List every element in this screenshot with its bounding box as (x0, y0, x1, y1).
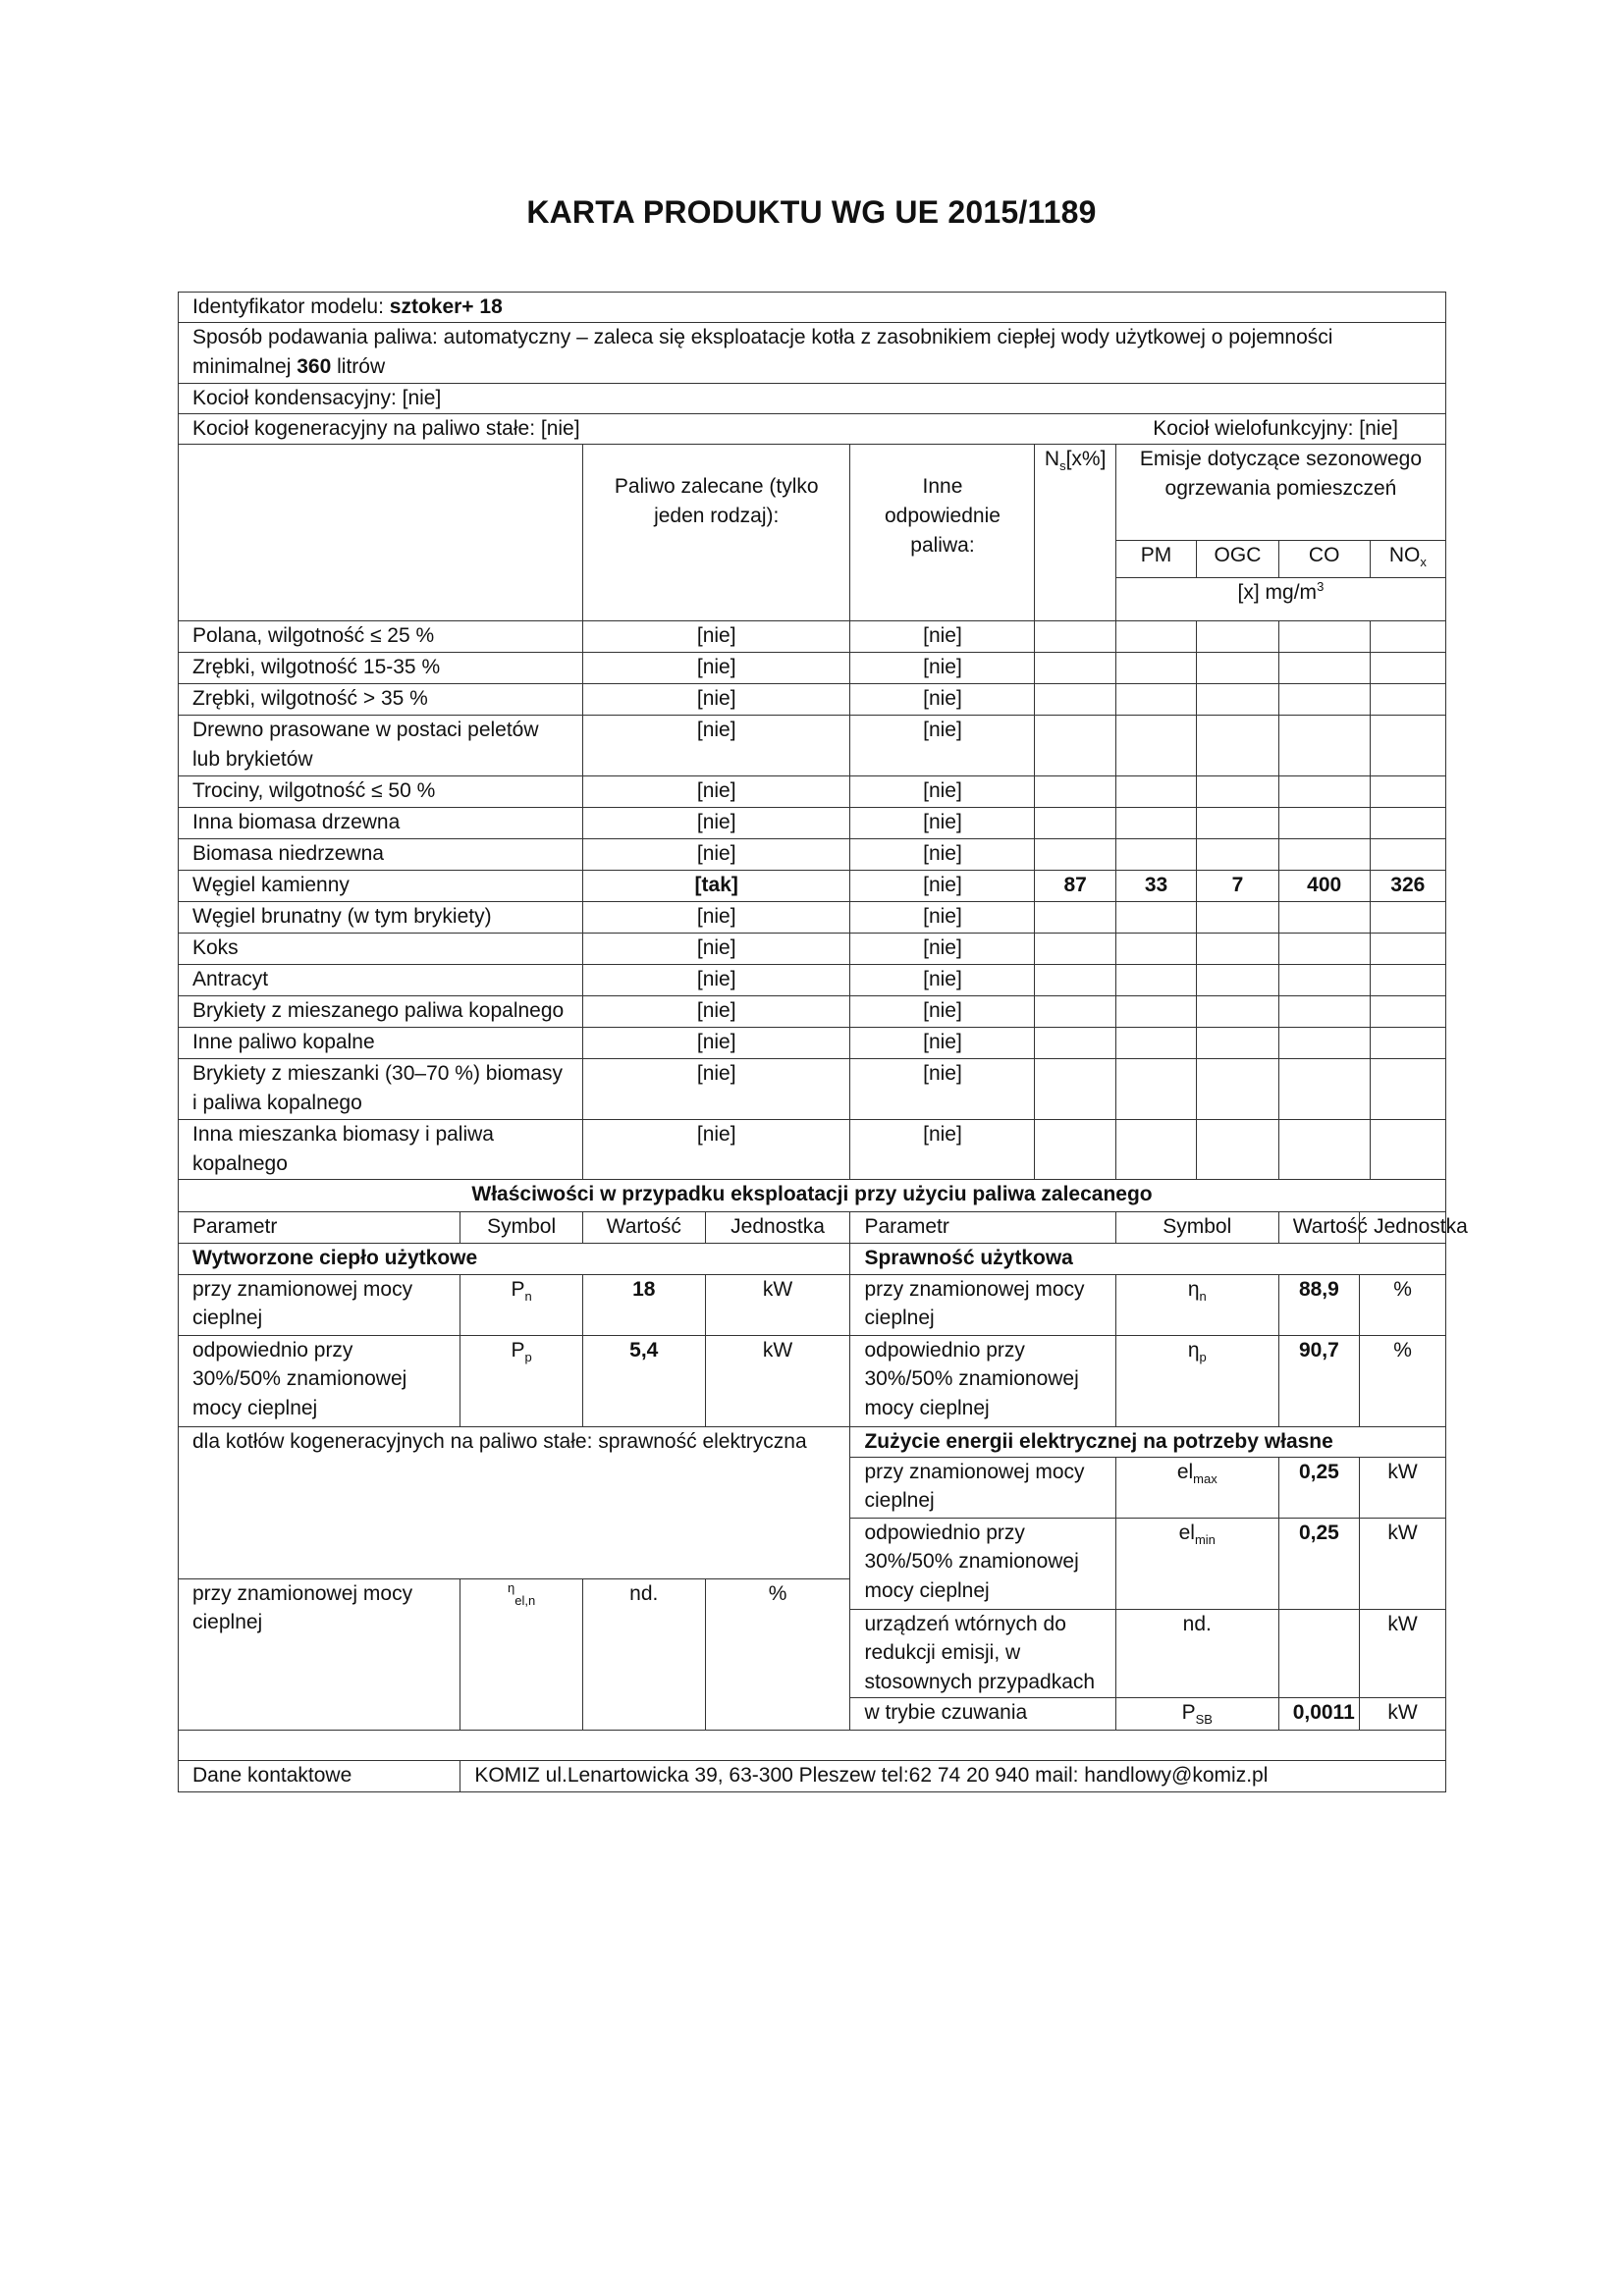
cogeneration-boiler: Kocioł kogeneracyjny na paliwo stałe: [nie] (192, 417, 580, 440)
elec-aux-row: urządzeń wtórnych do redukcji emisji, w stosownych przypadkach nd. kW (179, 1609, 1446, 1697)
fuel-row-recommended: Węgiel kamienny [tak] [nie] 87 33 7 400 326 (179, 871, 1446, 902)
header-blank (179, 445, 583, 621)
cogeneration-nominal-row: przy znamionowej mocy cieplnej $^\eta_{el,n}$ nd. % (179, 1578, 1446, 1609)
fuel-row: Drewno prasowane w postaci peletów lub brykietów [nie] [nie] (179, 716, 1446, 776)
fuel-row: Trociny, wilgotność ≤ 50 % [nie] [nie] (179, 776, 1446, 808)
fuel-row: Polana, wilgotność ≤ 25 % [nie] [nie] (179, 621, 1446, 653)
fuel-row: Inna mieszanka biomasy i paliwa kopalnego [nie] [nie] (179, 1120, 1446, 1180)
fuel-row: Antracyt [nie] [nie] (179, 965, 1446, 996)
fuel-row: Inne paliwo kopalne [nie] [nie] (179, 1028, 1446, 1059)
nominal-row: przy znamionowej mocy cieplnej $P_n$ 18 kW przy znamionowej mocy cieplnej $\eta_n$ 88,9 % (179, 1274, 1446, 1335)
symbol-pp: $P_p$ (460, 1335, 583, 1426)
feed-method: Sposób podawania paliwa: automatyczny – zaleca się eksploatacje kotła z zasobnikiem ciepłej wody użytkowej o pojemności minimalnej 360 litrów (179, 323, 1446, 384)
elec-max-row: przy znamionowej mocy cieplnej $el_{max}$ 0,25 kW (179, 1457, 1446, 1518)
symbol-eta-p: $\eta_p$ (1115, 1335, 1278, 1426)
value-eta-el: nd. (582, 1578, 705, 1730)
fuel-row: Zrębki, wilgotność 15-35 % [nie] [nie] (179, 653, 1446, 684)
elec-standby-row: w trybie czuwania $P_{SB}$ 0,0011 kW (179, 1698, 1446, 1731)
partial-row: odpowiednio przy 30%/50% znamionowej mocy cieplnej $P_p$ 5,4 kW odpowiednio przy 30%/50% znamionowej mocy cieplnej $\eta_p$ 90,7 % (179, 1335, 1446, 1426)
value-eta-p: 90,7 (1278, 1335, 1359, 1426)
value-pn: 18 (582, 1274, 705, 1335)
model-identifier: Identyfikator modelu: sztoker+ 18 (179, 293, 1446, 323)
header-nox: $NO_x$ (1370, 541, 1445, 578)
col-symbol-right: Symbol (1115, 1211, 1278, 1243)
symbol-psb: $P_{SB}$ (1115, 1698, 1278, 1731)
fuel-row: Koks [nie] [nie] (179, 934, 1446, 965)
heat-output-title: Wytworzone ciepło użytkowe (179, 1243, 850, 1274)
col-param: Parametr (179, 1211, 460, 1243)
header-ns: $N_s[x\%]$ (1035, 445, 1115, 621)
fuel-row: Biomasa niedrzewna [nie] [nie] (179, 839, 1446, 871)
document-title: KARTA PRODUKTU WG UE 2015/1189 (526, 194, 1097, 230)
fuel-row: Zrębki, wilgotność > 35 % [nie] [nie] (179, 684, 1446, 716)
elec-min-row: odpowiednio przy 30%/50% znamionowej mocy cieplnej $el_{min}$ 0,25 kW (179, 1518, 1446, 1578)
value-eta-n: 88,9 (1278, 1274, 1359, 1335)
properties-title: Właściwości w przypadku eksploatacji przy użyciu paliwa zalecanego (179, 1179, 1446, 1211)
blank-row (179, 1730, 1446, 1760)
fuel-row: Brykiety z mieszanki (30–70 %) biomasy i paliwa kopalnego [nie] [nie] (179, 1059, 1446, 1120)
header-ogc: OGC (1197, 541, 1278, 578)
value-psb: 0,0011 (1278, 1698, 1359, 1731)
cogeneration-efficiency-label: dla kotłów kogeneracyjnych na paliwo stałe: sprawność elektryczna (179, 1426, 850, 1578)
tank-capacity: 360 (297, 354, 332, 378)
multifunction-boiler: Kocioł wielofunkcyjny: [nie] (1153, 417, 1398, 440)
header-pm: PM (1115, 541, 1196, 578)
fuel-row: Inna biomasa drzewna [nie] [nie] (179, 808, 1446, 839)
symbol-elmax: $el_{max}$ (1115, 1457, 1278, 1518)
efficiency-title: Sprawność użytkowa (850, 1243, 1446, 1274)
fuel-row: Węgiel brunatny (w tym brykiety) [nie] [nie] (179, 902, 1446, 934)
fuel-row: Brykiety z mieszanego paliwa kopalnego [nie] [nie] (179, 996, 1446, 1028)
header-recommended-fuel: Paliwo zalecane (tylko jeden rodzaj): (582, 445, 850, 621)
symbol-eta-el: $^\eta_{el,n}$ (460, 1578, 583, 1730)
symbol-pn: $P_n$ (460, 1274, 583, 1335)
header-emissions: Emisje dotyczące sezonowego ogrzewania pomieszczeń (1115, 445, 1445, 541)
value-elmax: 0,25 (1278, 1457, 1359, 1518)
col-unit-right: Jednostka (1360, 1211, 1446, 1243)
col-unit: Jednostka (705, 1211, 850, 1243)
value-aux: nd. (1115, 1609, 1278, 1697)
col-value: Wartość (582, 1211, 705, 1243)
cogeneration-row (179, 414, 1446, 445)
product-card-table (178, 292, 1468, 1792)
symbol-elmin: $el_{min}$ (1115, 1518, 1278, 1609)
contact-value: KOMIZ ul.Lenartowicka 39, 63-300 Pleszew tel:62 74 20 940 mail: handlowy@komiz.pl (460, 1760, 1446, 1791)
electricity-title: Zużycie energii elektrycznej na potrzeby własne (850, 1426, 1446, 1457)
model-value: sztoker+ 18 (389, 295, 503, 318)
value-pp: 5,4 (582, 1335, 705, 1426)
condensing-boiler: Kocioł kondensacyjny: [nie] (179, 384, 1446, 414)
col-value-right: Wartość (1278, 1211, 1359, 1243)
header-co: CO (1278, 541, 1370, 578)
col-symbol: Symbol (460, 1211, 583, 1243)
symbol-eta-n: $\eta_n$ (1115, 1274, 1278, 1335)
header-other-fuels: Inne odpowiednie paliwa: (850, 445, 1035, 621)
contact-label: Dane kontaktowe (179, 1760, 460, 1791)
value-elmin: 0,25 (1278, 1518, 1359, 1609)
col-param-right: Parametr (850, 1211, 1115, 1243)
header-emission-unit: [x] $mg/m^3$ (1115, 578, 1445, 621)
